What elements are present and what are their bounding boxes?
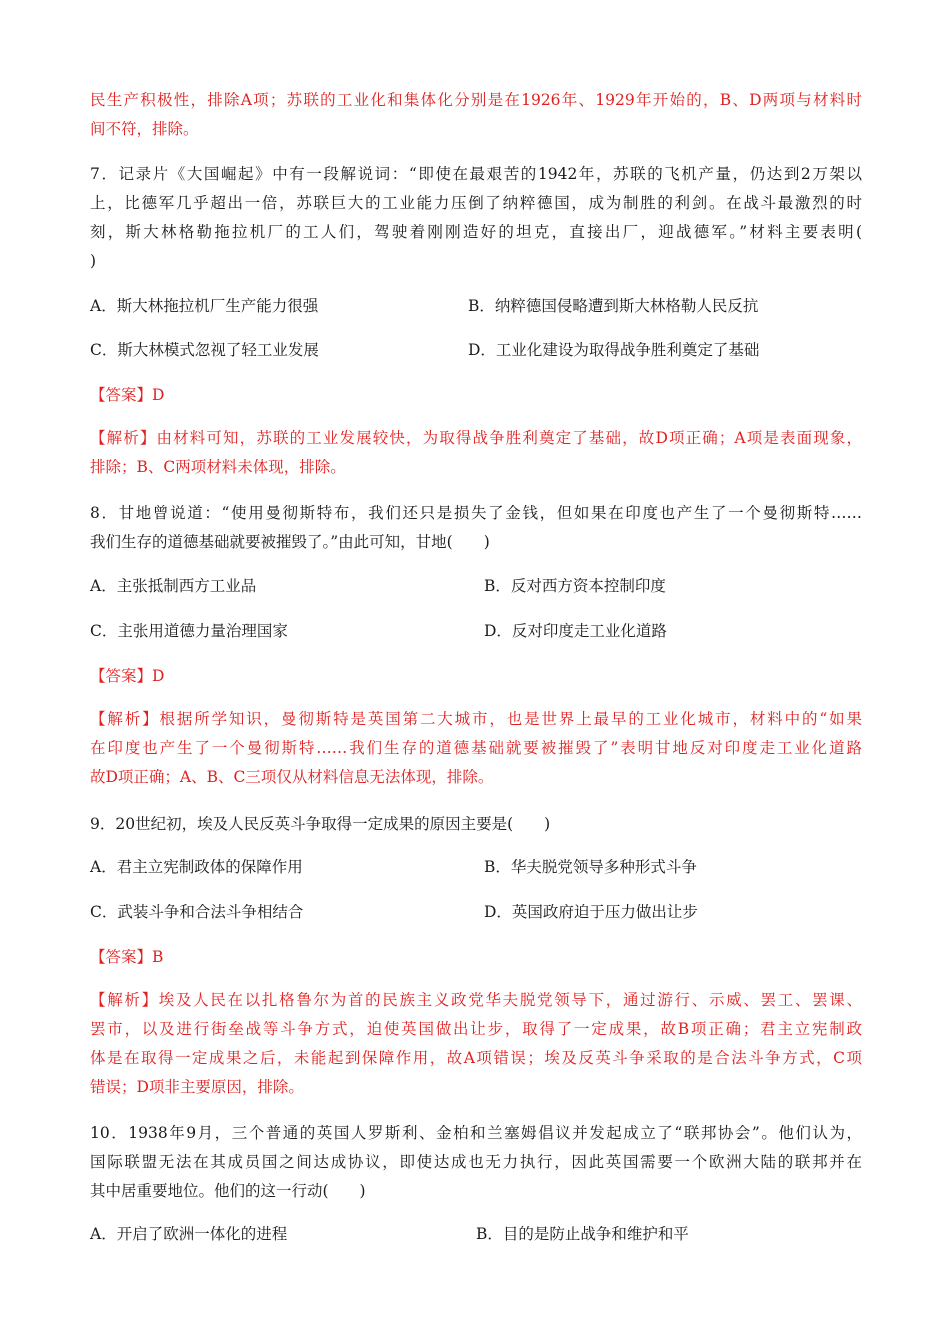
- q9-analysis-tag: 【解析】: [90, 991, 159, 1009]
- q10-stem: [90, 1119, 862, 1206]
- q7-analysis-line-1: 由材料可知，苏联的工业发展较快，为取得战争胜利奠定了基础，故D项正确；A项是表面现象，: [156, 429, 862, 447]
- q7-stem: [90, 160, 862, 276]
- q7-option-a: A．斯大林拖拉机厂生产能力很强: [90, 297, 319, 315]
- q8-option-c: C．主张用道德力量治理国家: [90, 622, 288, 640]
- q9-option-d: D．英国政府迫于压力做出让步: [484, 903, 698, 921]
- q9-option-b: B．华夫脱党领导多种形式斗争: [484, 858, 697, 876]
- q9-answer-tag: 【答案】: [90, 948, 153, 966]
- q10-line-3: 其中居重要地位。他们的这一行动( ): [90, 1182, 366, 1200]
- intro-line-2: 间不符，排除。: [90, 120, 199, 138]
- q9-option-c: C．武装斗争和合法斗争相结合: [90, 903, 304, 921]
- q7-option-c: C．斯大林模式忽视了轻工业发展: [90, 341, 319, 359]
- q10-option-a: A．开启了欧洲一体化的进程: [90, 1225, 288, 1243]
- q10-line-1: 10．1938年9月，三个普通的英国人罗斯利、金柏和兰塞姆倡议并发起成立了“联邦协会”。他们认为，: [90, 1124, 862, 1142]
- q7-line-4: ): [90, 252, 97, 270]
- q9-analysis: [90, 986, 862, 1102]
- q9-analysis-line-4: 错误；D项非主要原因，排除。: [90, 1078, 304, 1096]
- q7-answer: [90, 384, 164, 406]
- q10-option-b: B．目的是防止战争和维护和平: [476, 1225, 689, 1243]
- q8-analysis-line-2: 在印度也产生了一个曼彻斯特……我们生存的道德基础就要被摧毁了”表明甘地反对印度走工业化道路: [90, 739, 862, 757]
- q8-analysis-tag: 【解析】: [90, 710, 160, 728]
- q7-analysis-line-2: 排除；B、C两项材料未体现，排除。: [90, 458, 346, 476]
- q8-analysis-line-3: 故D项正确；A、B、C三项仅从材料信息无法体现，排除。: [90, 768, 494, 786]
- q7-line-3: 刻，斯大林格勒拖拉机厂的工人们，驾驶着刚刚造好的坦克，直接出厂，迎战德军。”材料主要表明(: [90, 223, 862, 241]
- q8-line-1: 8．甘地曾说道：“使用曼彻斯特布，我们还只是损失了金钱，但如果在印度也产生了一个曼彻斯特……: [90, 504, 862, 522]
- q8-stem: [90, 499, 862, 557]
- q8-analysis-line-1: 根据所学知识，曼彻斯特是英国第二大城市，也是世界上最早的工业化城市，材料中的“如果: [159, 710, 862, 728]
- q8-option-b: B．反对西方资本控制印度: [484, 577, 666, 595]
- q8-answer-tag: 【答案】: [90, 667, 153, 685]
- q9-analysis-line-2: 罢市，以及进行街垒战等斗争方式，迫使英国做出让步，取得了一定成果，故B项正确；君主立宪制政: [90, 1020, 862, 1038]
- q7-analysis: [90, 424, 862, 482]
- q7-option-b: B．纳粹德国侵略遭到斯大林格勒人民反抗: [468, 297, 759, 315]
- q8-answer: [90, 665, 164, 687]
- q7-answer-tag: 【答案】: [90, 386, 153, 404]
- q9-option-a: A．君主立宪制政体的保障作用: [90, 858, 303, 876]
- q8-answer-value: D: [152, 667, 165, 685]
- q8-analysis: [90, 705, 862, 792]
- q7-option-d: D．工业化建设为取得战争胜利奠定了基础: [468, 341, 760, 359]
- q9-analysis-line-1: 埃及人民在以扎格鲁尔为首的民族主义政党华夫脱党领导下，通过游行、示威、罢工、罢课、: [158, 991, 862, 1009]
- q9-answer: [90, 946, 163, 968]
- q8-option-a: A．主张抵制西方工业品: [90, 577, 257, 595]
- intro-analysis: [90, 86, 862, 144]
- q9-line-1: 9．20世纪初，埃及人民反英斗争取得一定成果的原因主要是( ): [90, 815, 551, 833]
- q7-line-2: 上，比德军几乎超出一倍，苏联巨大的工业能力压倒了纳粹德国，成为制胜的利剑。在战斗最激烈的时: [90, 194, 862, 212]
- q7-line-1: 7．记录片《大国崛起》中有一段解说词：“即使在最艰苦的1942年，苏联的飞机产量，仍达到2万架以: [90, 165, 862, 183]
- q9-stem: [90, 810, 862, 839]
- q9-analysis-line-3: 体是在取得一定成果之后，未能起到保障作用，故A项错误；埃及反英斗争采取的是合法斗争方式，C项: [90, 1049, 862, 1067]
- q7-answer-value: D: [152, 386, 165, 404]
- q7-analysis-tag: 【解析】: [90, 429, 157, 447]
- q10-line-2: 国际联盟无法在其成员国之间达成协议，即使达成也无力执行，因此英国需要一个欧洲大陆的联邦并在: [90, 1153, 862, 1171]
- intro-line-1: 民生产积极性，排除A项；苏联的工业化和集体化分别是在1926年、1929年开始的，B、D两项与材料时: [90, 91, 862, 109]
- q9-answer-value: B: [152, 948, 164, 966]
- q8-line-2: 我们生存的道德基础就要被摧毁了。”由此可知，甘地( ): [90, 533, 490, 551]
- q8-option-d: D．反对印度走工业化道路: [484, 622, 667, 640]
